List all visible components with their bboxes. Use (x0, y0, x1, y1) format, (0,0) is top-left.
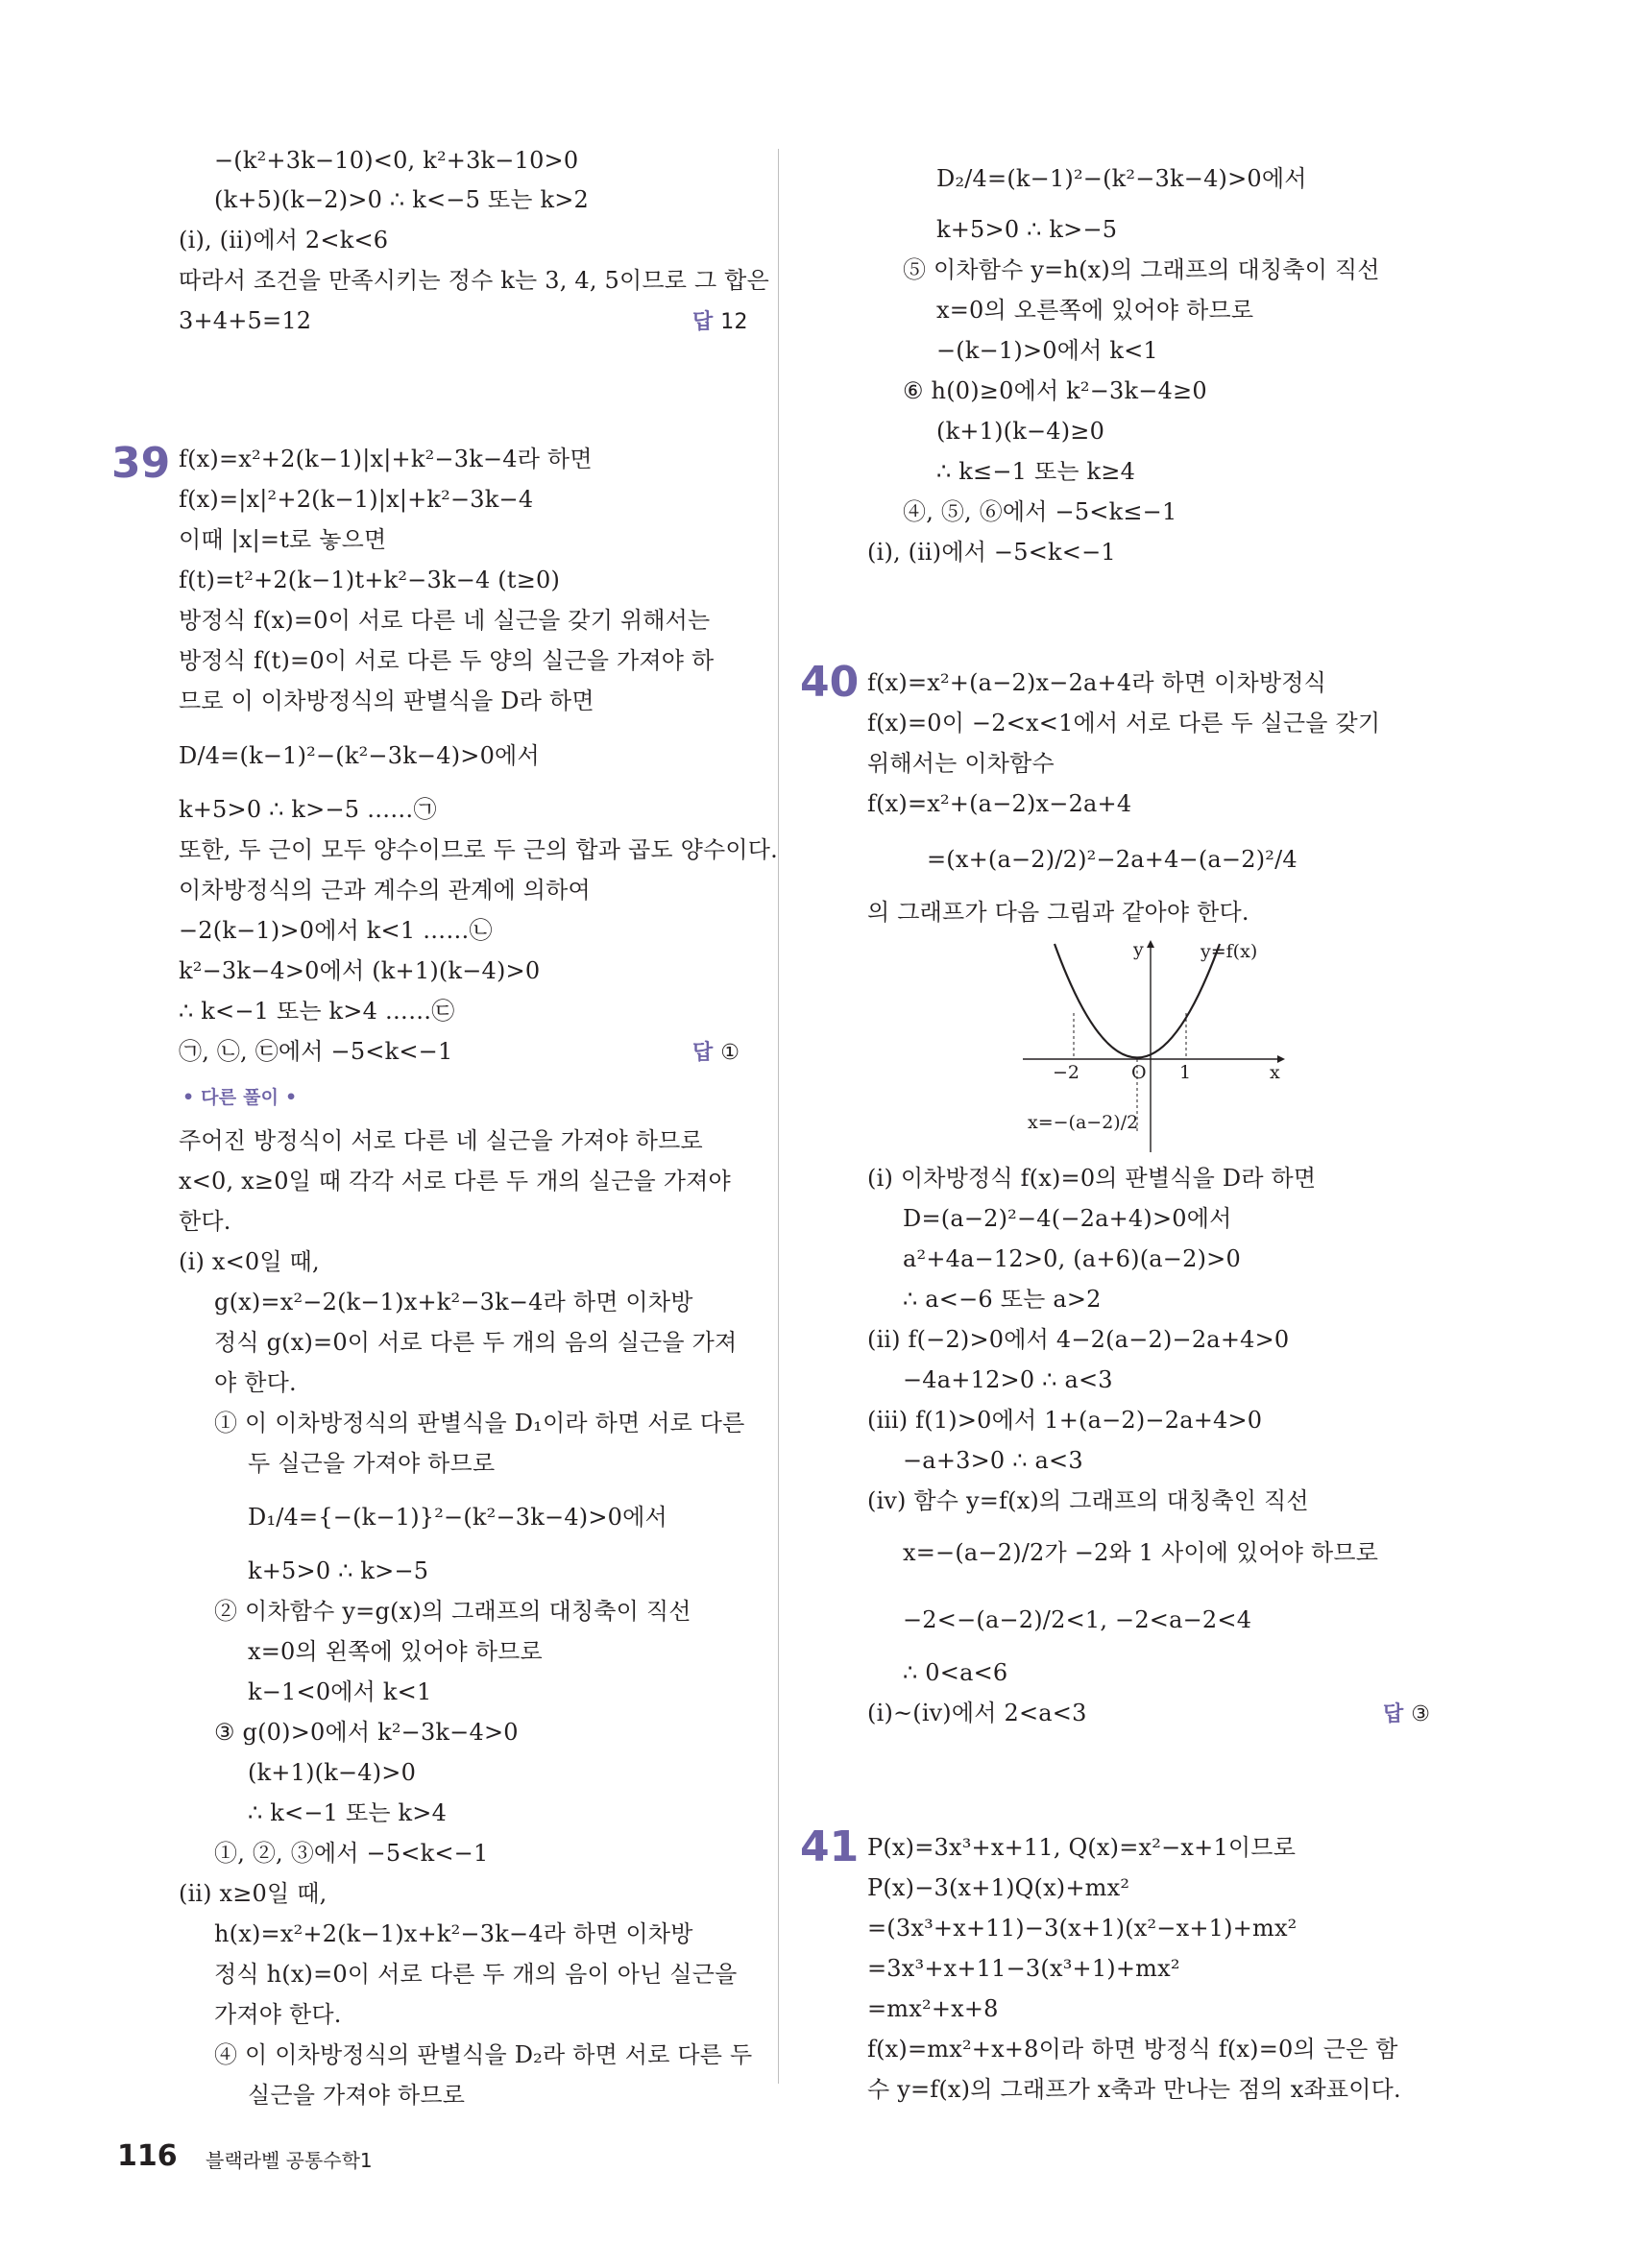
x-axis-label: x (1270, 1062, 1280, 1083)
origin-label: O (1131, 1062, 1147, 1083)
text-line: k+5>0 ∴ k>−5 (936, 216, 1118, 243)
text-line: (ⅱ) x≥0일 때, (179, 1880, 327, 1907)
text-line: 야 한다. (214, 1369, 297, 1396)
text-line: ② 이차함수 y=g(x)의 그래프의 대칭축이 직선 (214, 1598, 691, 1625)
answer-38 (692, 306, 748, 337)
y-axis-label: y (1133, 939, 1144, 960)
text-line: ①, ②, ③에서 −5<k<−1 (214, 1840, 489, 1867)
tick-label-neg2: −2 (1053, 1062, 1080, 1083)
text-line: 의 그래프가 다음 그림과 같아야 한다. (867, 899, 1249, 926)
text-line: ∴ k<−1 또는 k>4 ……㉢ (179, 998, 455, 1025)
text-line: −4a+12>0 ∴ a<3 (903, 1366, 1113, 1393)
text-line: 또한, 두 근이 모두 양수이므로 두 근의 합과 곱도 양수이다. (179, 836, 778, 863)
problem-number-41: 41 (800, 1822, 860, 1871)
text-line: D/4=(k−1)²−(k²−3k−4)>0에서 (179, 742, 540, 769)
parabola-curve (1055, 944, 1220, 1058)
text-line: =(x+(a−2)/2)²−2a+4−(a−2)²/4 (927, 846, 1298, 873)
text-line: ㉠, ㉡, ㉢에서 −5<k<−1 (179, 1038, 453, 1065)
text-line: 실근을 가져야 하므로 (248, 2082, 466, 2109)
text-line: k−1<0에서 k<1 (248, 1678, 432, 1705)
alt-solution-label: • 다른 풀이 • (182, 1087, 298, 1108)
text-line: 주어진 방정식이 서로 다른 네 실근을 가져야 하므로 (179, 1127, 703, 1154)
text-line: f(t)=t²+2(k−1)t+k²−3k−4 (t≥0) (179, 567, 561, 593)
text-line: ⑥ h(0)≥0에서 k²−3k−4≥0 (903, 377, 1207, 404)
text-line: =(3x³+x+11)−3(x+1)(x²−x+1)+mx² (867, 1915, 1298, 1942)
text-line: D=(a−2)²−4(−2a+4)>0에서 (903, 1205, 1232, 1232)
text-line: (ⅱ) f(−2)>0에서 4−2(a−2)−2a+4>0 (867, 1326, 1290, 1353)
text-line: g(x)=x²−2(k−1)x+k²−3k−4라 하면 이차방 (214, 1289, 693, 1315)
text-line: a²+4a−12>0, (a+6)(a−2)>0 (903, 1245, 1241, 1272)
text-line: 3+4+5=12 (179, 307, 312, 334)
text-line: f(x)=mx²+x+8이라 하면 방정식 f(x)=0의 근은 함 (867, 2036, 1398, 2063)
symmetry-axis-label: x=−(a−2)/2 (1028, 1112, 1139, 1133)
text-line: (ⅳ) 함수 y=f(x)의 그래프의 대칭축인 직선 (867, 1487, 1309, 1514)
text-line: 정식 h(x)=0이 서로 다른 두 개의 음이 아닌 실근을 (214, 1961, 738, 1988)
text-line: (ⅰ) 이차방정식 f(x)=0의 판별식을 D라 하면 (867, 1165, 1317, 1192)
answer-value: 12 (720, 310, 748, 334)
text-line: x=0의 왼쪽에 있어야 하므로 (248, 1638, 543, 1665)
curve-label: y=f(x) (1201, 941, 1258, 962)
text-line: x<0, x≥0일 때 각각 서로 다른 두 개의 실근을 가져야 (179, 1168, 731, 1194)
text-line: h(x)=x²+2(k−1)x+k²−3k−4라 하면 이차방 (214, 1920, 693, 1947)
answer-label: 답 (1383, 1702, 1404, 1726)
text-line: P(x)=3x³+x+11, Q(x)=x²−x+1이므로 (867, 1834, 1297, 1861)
text-line: ∴ 0<a<6 (903, 1659, 1008, 1686)
text-line: −(k²+3k−10)<0, k²+3k−10>0 (214, 147, 579, 174)
book-title: 블랙라벨 공통수학1 (206, 2149, 373, 2172)
text-line: 이차방정식의 근과 계수의 관계에 의하여 (179, 877, 591, 904)
text-line: ⑤ 이차함수 y=h(x)의 그래프의 대칭축이 직선 (903, 256, 1380, 283)
text-line: ③ g(0)>0에서 k²−3k−4>0 (214, 1719, 519, 1746)
text-line: (ⅰ)~(ⅳ)에서 2<a<3 (867, 1700, 1087, 1726)
text-line: (k+5)(k−2)>0 ∴ k<−5 또는 k>2 (214, 186, 589, 213)
text-line: f(x)=x²+(a−2)x−2a+4라 하면 이차방정식 (867, 669, 1327, 696)
text-line: ∴ k<−1 또는 k>4 (248, 1799, 448, 1826)
text-line: 므로 이 이차방정식의 판별식을 D라 하면 (179, 688, 594, 714)
text-line: x=0의 오른쪽에 있어야 하므로 (936, 297, 1254, 324)
answer-label: 답 (692, 1041, 714, 1065)
text-line: f(x)=x²+(a−2)x−2a+4 (867, 790, 1132, 817)
problem-number-39: 39 (111, 439, 171, 488)
answer-39 (692, 1037, 740, 1068)
answer-40 (1383, 1699, 1430, 1729)
answer-value: ③ (1411, 1702, 1431, 1726)
text-line: 방정식 f(t)=0이 서로 다른 두 양의 실근을 가져야 하 (179, 647, 715, 674)
text-line: 위해서는 이차함수 (867, 750, 1055, 777)
column-divider (778, 149, 779, 2084)
text-line: ∴ k≤−1 또는 k≥4 (936, 458, 1136, 485)
tick-label-1: 1 (1179, 1062, 1192, 1083)
text-line: k+5>0 ∴ k>−5 ……㉠ (179, 796, 437, 823)
text-line: (ⅰ) x<0일 때, (179, 1248, 320, 1275)
text-line: (k+1)(k−4)>0 (248, 1759, 417, 1786)
text-line: D₂/4=(k−1)²−(k²−3k−4)>0에서 (936, 165, 1307, 192)
text-line: 이때 |x|=t로 놓으면 (179, 526, 387, 553)
text-line: 가져야 한다. (214, 2001, 342, 2028)
page-number: 116 (117, 2139, 178, 2173)
text-line: =mx²+x+8 (867, 1995, 999, 2022)
parabola-graph (1018, 936, 1306, 1152)
answer-label: 답 (692, 310, 714, 334)
text-line: k+5>0 ∴ k>−5 (248, 1557, 429, 1584)
text-line: P(x)−3(x+1)Q(x)+mx² (867, 1874, 1130, 1901)
text-line: (ⅰ), (ⅱ)에서 2<k<6 (179, 227, 389, 253)
text-line: 따라서 조건을 만족시키는 정수 k는 3, 4, 5이므로 그 합은 (179, 267, 769, 294)
text-line: −2<−(a−2)/2<1, −2<a−2<4 (903, 1606, 1252, 1633)
text-line: (k+1)(k−4)≥0 (936, 418, 1105, 445)
problem-number-40: 40 (800, 658, 860, 707)
text-line: f(x)=0이 −2<x<1에서 서로 다른 두 실근을 갖기 (867, 710, 1381, 736)
text-line: k²−3k−4>0에서 (k+1)(k−4)>0 (179, 957, 541, 984)
text-line: 방정식 f(x)=0이 서로 다른 네 실근을 갖기 위해서는 (179, 607, 711, 634)
text-line: −a+3>0 ∴ a<3 (903, 1447, 1083, 1474)
text-line: (ⅲ) f(1)>0에서 1+(a−2)−2a+4>0 (867, 1407, 1263, 1434)
text-line: ∴ a<−6 또는 a>2 (903, 1286, 1102, 1313)
text-line: 한다. (179, 1208, 231, 1235)
text-line: −(k−1)>0에서 k<1 (936, 337, 1158, 364)
text-line: 정식 g(x)=0이 서로 다른 두 개의 음의 실근을 가져 (214, 1329, 738, 1356)
text-line: f(x)=|x|²+2(k−1)|x|+k²−3k−4 (179, 486, 534, 513)
text-line: ④, ⑤, ⑥에서 −5<k≤−1 (903, 498, 1177, 525)
text-line: 수 y=f(x)의 그래프가 x축과 만나는 점의 x좌표이다. (867, 2076, 1401, 2103)
text-line: 두 실근을 가져야 하므로 (248, 1450, 496, 1477)
text-line: D₁/4={−(k−1)}²−(k²−3k−4)>0에서 (248, 1504, 667, 1531)
text-line: =3x³+x+11−3(x³+1)+mx² (867, 1955, 1180, 1982)
text-line: x=−(a−2)/2가 −2와 1 사이에 있어야 하므로 (903, 1539, 1379, 1566)
text-line: f(x)=x²+2(k−1)|x|+k²−3k−4라 하면 (179, 446, 593, 472)
y-axis-arrow (1147, 940, 1154, 948)
text-line: ④ 이 이차방정식의 판별식을 D₂라 하면 서로 다른 두 (214, 2041, 753, 2068)
text-line: −2(k−1)>0에서 k<1 ……㉡ (179, 917, 493, 944)
answer-value: ① (720, 1041, 740, 1065)
text-line: ① 이 이차방정식의 판별식을 D₁이라 하면 서로 다른 (214, 1410, 745, 1436)
text-line: (ⅰ), (ⅱ)에서 −5<k<−1 (867, 539, 1116, 566)
